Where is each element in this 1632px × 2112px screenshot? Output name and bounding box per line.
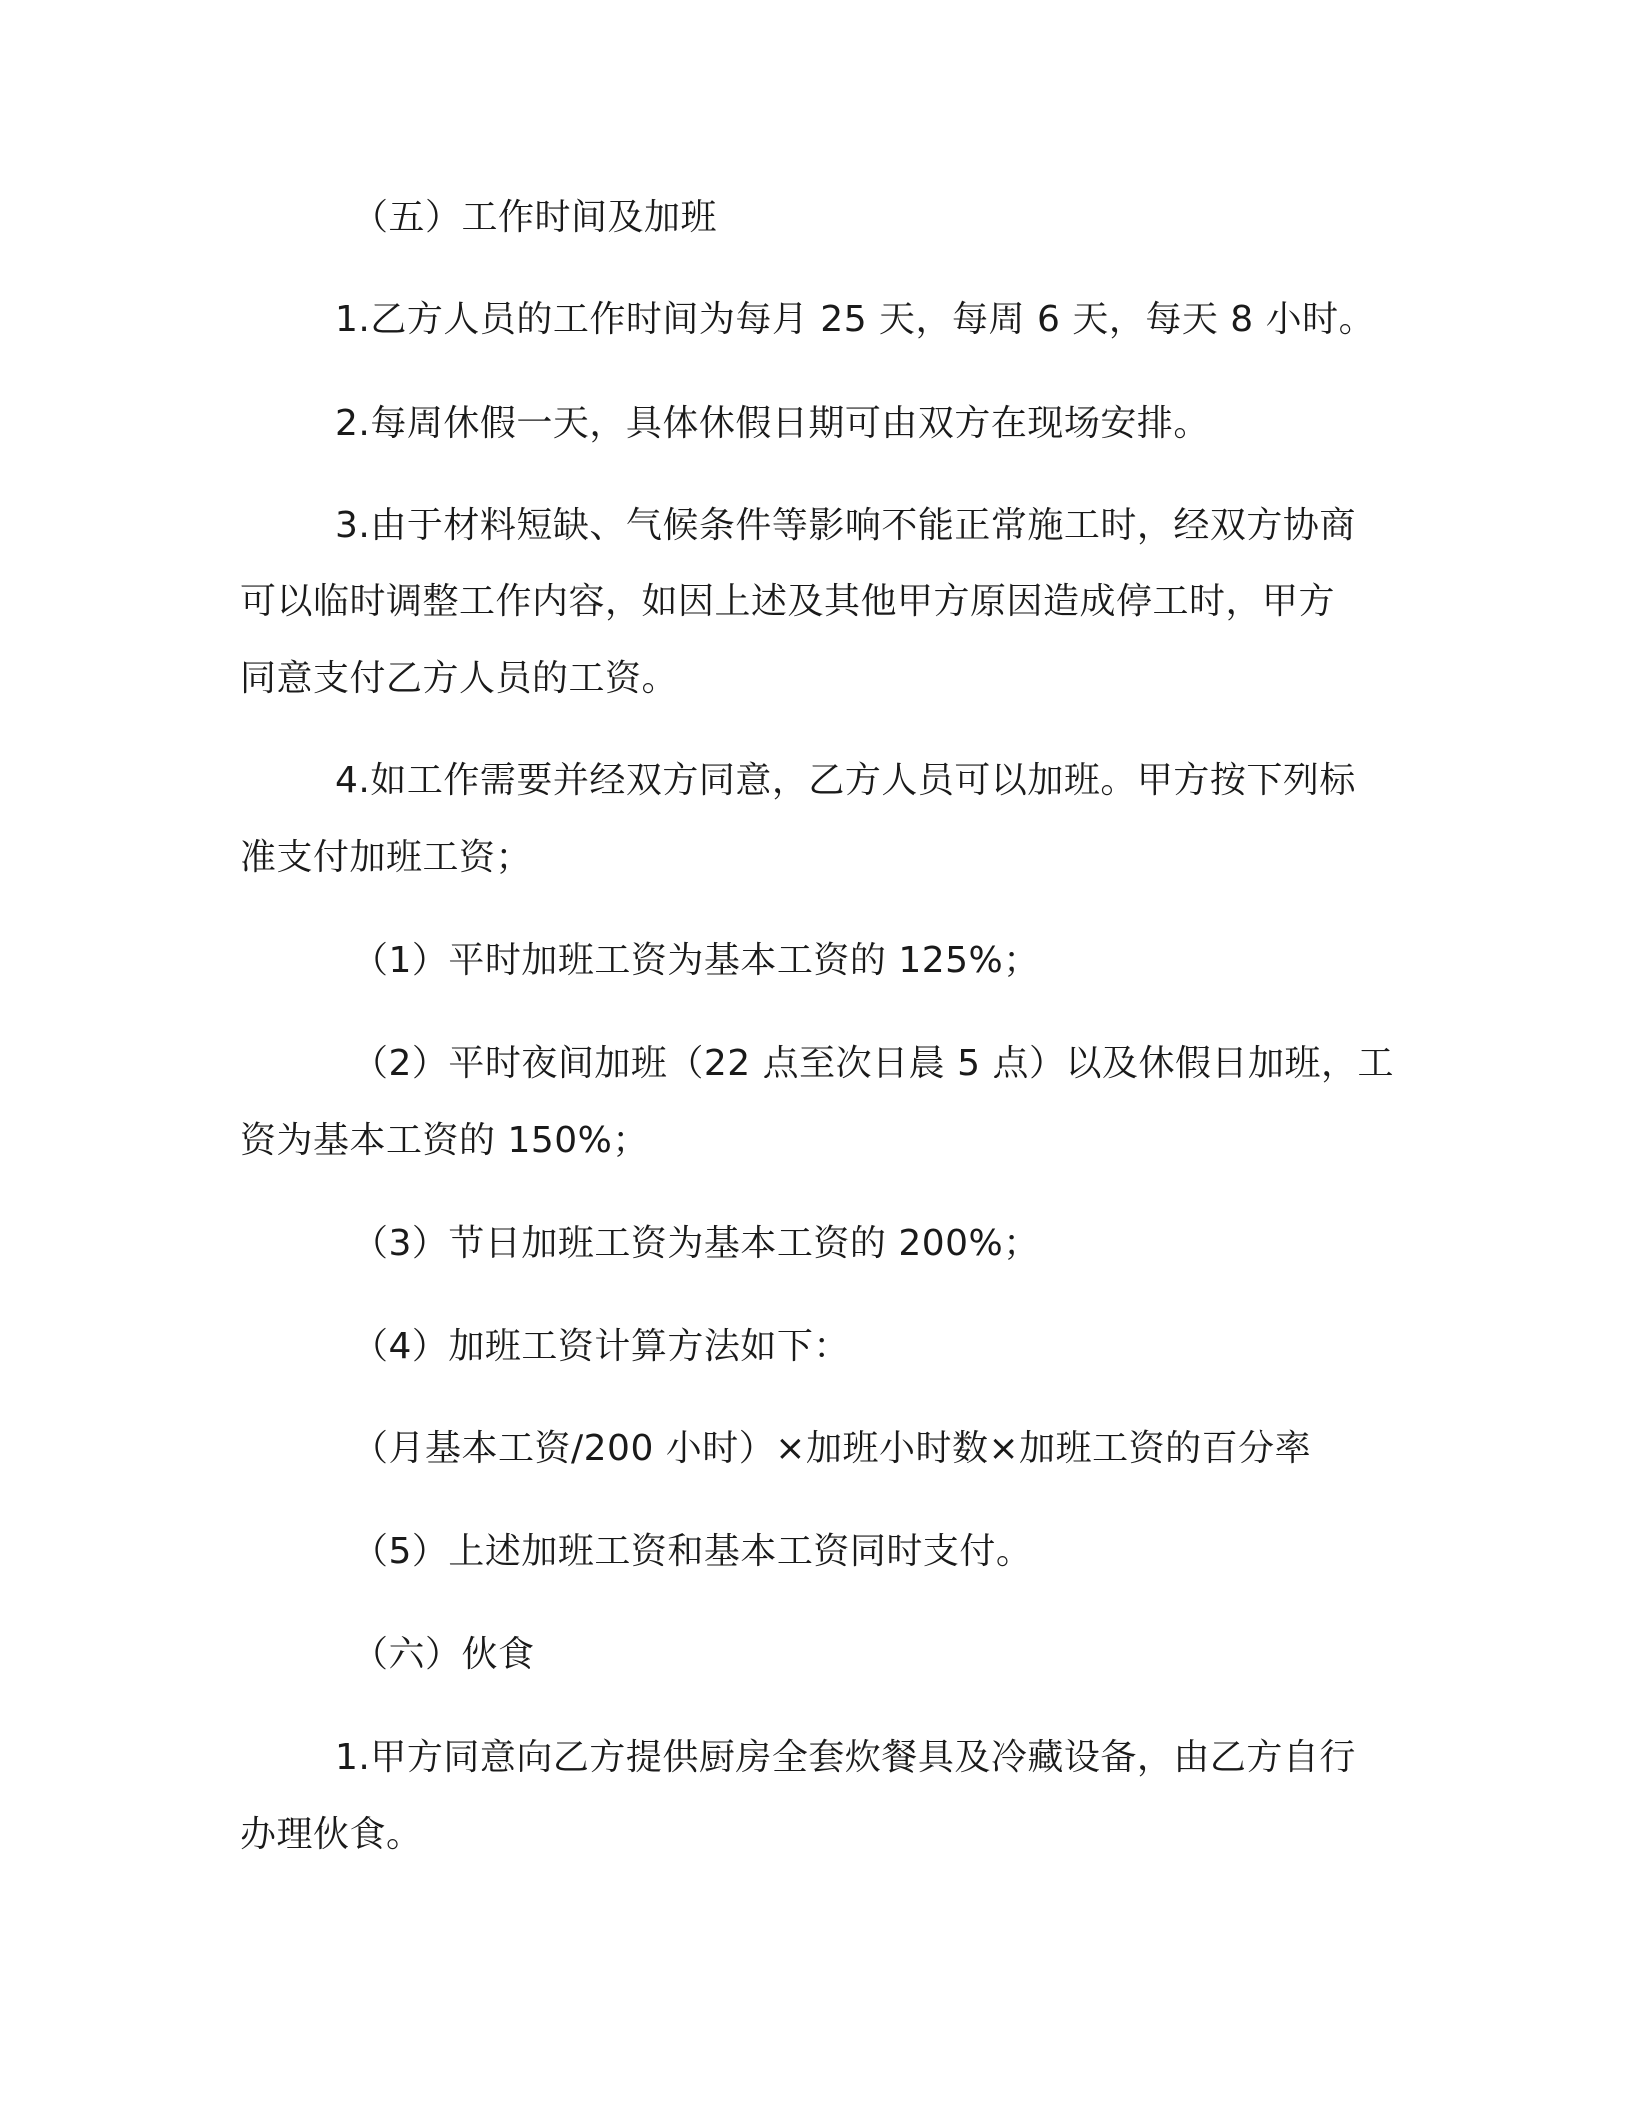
- paragraph-3-line-3: 同意支付乙方人员的工资。: [240, 658, 679, 699]
- paragraph-6-1-line-2: 办理伙食。: [240, 1814, 423, 1855]
- item-3-line-1: （3）节日加班工资为基本工资的 200%；: [352, 1223, 1040, 1264]
- item-2-line-1: （2）平时夜间加班（22 点至次日晨 5 点）以及休假日加班，工: [352, 1043, 1394, 1084]
- paragraph-3-line-1: 3.由于材料短缺、气候条件等影响不能正常施工时，经双方协商: [335, 505, 1356, 546]
- paragraph-6-1-line-1: 1.甲方同意向乙方提供厨房全套炊餐具及冷藏设备，由乙方自行: [335, 1737, 1356, 1778]
- paragraph-3-line-2: 可以临时调整工作内容，如因上述及其他甲方原因造成停工时，甲方: [240, 581, 1336, 622]
- item-2-line-2: 资为基本工资的 150%；: [240, 1120, 649, 1161]
- section-heading-6: （六）伙食: [352, 1634, 535, 1675]
- item-4-line-1: （4）加班工资计算方法如下：: [352, 1326, 850, 1367]
- paragraph-2-line-1: 2.每周休假一天，具体休假日期可由双方在现场安排。: [335, 403, 1210, 444]
- item-5-line-1: （5）上述加班工资和基本工资同时支付。: [352, 1531, 1033, 1572]
- item-1-line-1: （1）平时加班工资为基本工资的 125%；: [352, 940, 1040, 981]
- section-heading-5: （五）工作时间及加班: [352, 197, 718, 238]
- paragraph-1-line-1: 1.乙方人员的工作时间为每月 25 天，每周 6 天，每天 8 小时。: [335, 299, 1376, 340]
- formula-line: （月基本工资/200 小时）×加班小时数×加班工资的百分率: [352, 1428, 1312, 1469]
- paragraph-4-line-1: 4.如工作需要并经双方同意，乙方人员可以加班。甲方按下列标: [335, 760, 1356, 801]
- paragraph-4-line-2: 准支付加班工资；: [240, 837, 533, 878]
